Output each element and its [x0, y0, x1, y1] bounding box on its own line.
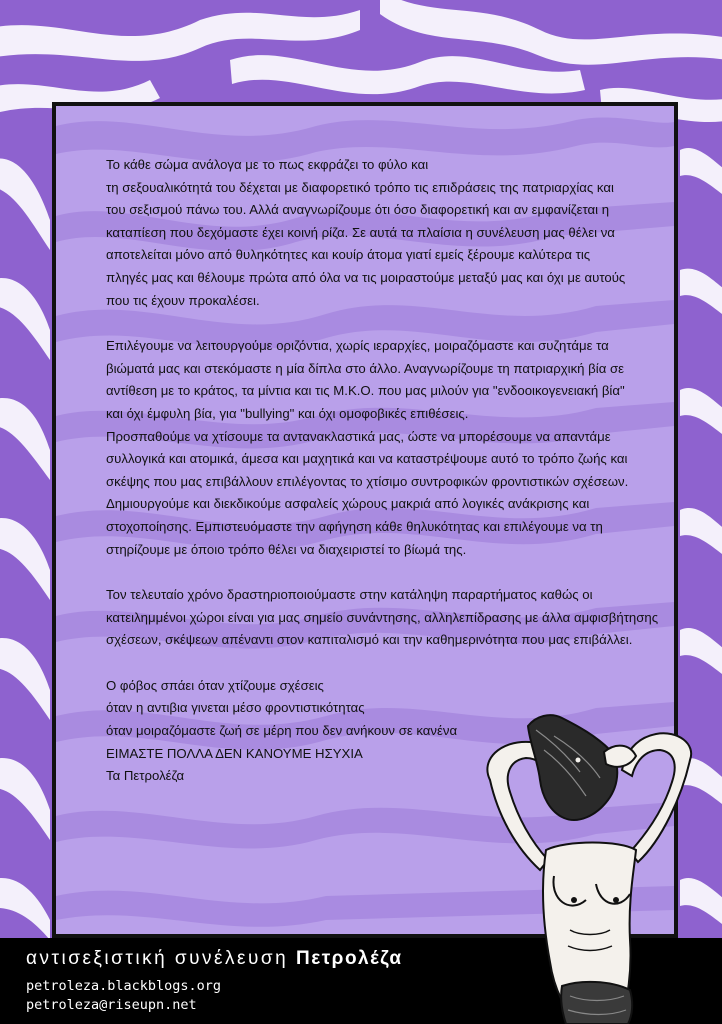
text-line: Επιλέγουμε να λειτουργούμε οριζόντια, χωρίς ιεραρχίες, μοιραζόμαστε και συζητάμε τα: [106, 338, 609, 354]
text-line: και όχι έμφυλη βία, για "bullying" και όχι ομοφοβικές επιθέσεις.: [106, 405, 469, 421]
signature-line: Τα Πετρολέζα: [106, 768, 185, 784]
footer-url-link[interactable]: petroleza.blackblogs.org: [26, 978, 222, 994]
text-line: σκέψης που μας επιβάλλουν επιλέγοντας το χτίσιμο συντροφικών φροντιστικών σχέσεων.: [106, 473, 629, 489]
text-line: αποτελείται μόνο από θυληκότητες και κουίρ άτομα γιατί εμείς ξέρουμε καλύτερα τις: [106, 247, 591, 263]
paragraph-3: [106, 584, 666, 652]
text-line: πληγές μας και θέλουμε πρώτα από όλα να τις μοιραστούμε μεταξύ μας και όχι με αυτούς: [106, 269, 626, 285]
paragraph-1: [106, 154, 666, 312]
paragraph-2: [106, 335, 666, 561]
text-line: Το κάθε σώμα ανάλογα με το πως εκφράζει το φύλο και: [106, 157, 429, 172]
text-line: στηρίζουμε με όποιο τρόπο θέλει να διαχειριστεί το βίωμά της.: [106, 541, 467, 557]
text-line: βιώματά μας και στεκόμαστε η μία δίπλα στο άλλο. Αναγνωρίζουμε τη πατριαρχική βία σε: [106, 360, 624, 376]
footer-title-prefix: αντισεξιστική συνέλευση: [26, 948, 289, 969]
text-line: ΕΙΜΑΣΤΕ ΠΟΛΛΑ ΔΕΝ ΚΑΝΟΥΜΕ ΗΣΥΧΙΑ: [106, 745, 363, 761]
text-line: που τις έχουν προκαλέσει.: [106, 292, 260, 308]
footer-email-link[interactable]: petroleza@riseupn.net: [26, 997, 197, 1013]
text-line: κατειλημμένοι χώροι είναι για μας σημείο συνάντησης, αλληλεπίδρασης με άλλα αμφισβήτησης: [106, 609, 659, 625]
text-line: τη σεξουαλικότητά του δέχεται με διαφορετικό τρόπο τις επιδράσεις της πατριαρχίας και: [106, 179, 614, 195]
text-line: όταν μοιραζόμαστε ζωή σε μέρη που δεν ανήκουν σε κανένα: [106, 723, 458, 739]
text-line: του σεξισμού πάνω του. Αλλά αναγνωρίζουμε ότι όσο διαφορετική και αν εμφανίζεται η: [106, 202, 610, 218]
wolf-headed-figure-illustration: [470, 700, 700, 1024]
text-line: Δημιουργούμε και διεκδικούμε ασφαλείς χώρους μακριά από λογικές ανάκρισης και: [106, 496, 590, 512]
text-line: συλλογικά και ατομικά, άμεσα και μαχητικά και να καταστρέψουμε αυτό το τρόπο ζωής και: [106, 451, 628, 467]
text-line: Τον τελευταίο χρόνο δραστηριοποιούμαστε στην κατάληψη παραρτήματος καθώς οι: [106, 587, 593, 603]
footer-title-name: Πετρολέζα: [295, 948, 403, 969]
text-line: Ο φόβος σπάει όταν χτίζουμε σχέσεις: [106, 677, 324, 693]
footer-title: [26, 948, 403, 970]
text-line: στοχοποίησης. Εμπιστευόμαστε την αφήγηση κάθε θηλυκότητας και επιλέγουμε να τη: [106, 518, 603, 534]
text-line: Προσπαθούμε να χτίσουμε τα αντανακλαστικά μας, ώστε να μπορέσουμε να απαντάμε: [106, 428, 611, 444]
text-line: όταν η αντιβια γινεται μέσο φροντιστικότητας: [106, 700, 365, 716]
text-line: σχέσεων, σκέψεων απέναντι στον καπιταλισμό και την καθημερινότητα που μας επιβάλλει.: [106, 632, 633, 648]
text-line: καταπίεση που δεχόμαστε έχει κοινή ρίζα. Σε αυτά τα πλαίσια η συνέλευση μας θέλει να: [106, 224, 615, 240]
text-line: αντίθεση με το κράτος, τα μίντια και τις Μ.Κ.Ο. που μας μιλούν για "ενδοοικογενειακή βία": [106, 383, 625, 399]
